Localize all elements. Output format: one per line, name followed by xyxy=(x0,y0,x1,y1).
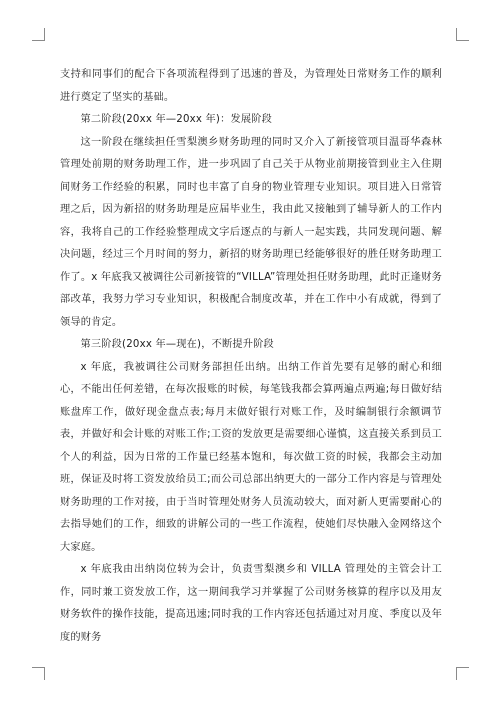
crop-mark-bottom-left xyxy=(32,667,45,680)
section-heading-stage-three: 第三阶段(20xx 年—现在)，不断提升阶段 xyxy=(80,339,274,350)
section-heading-stage-two: 第二阶段(20xx 年—20xx 年)：发展阶段 xyxy=(80,114,273,125)
crop-mark-bottom-right xyxy=(456,667,469,680)
paragraph-continuation: 支持和同事们的配合下各项流程得到了迅速的普及，为管理处日常财务工作的顺利进行奠定了坚实的基础。 xyxy=(60,69,442,103)
crop-mark-top-left xyxy=(32,28,45,41)
crop-mark-top-right xyxy=(456,28,469,41)
paragraph-accountant-work: x 年底我由出纳岗位转为会计，负责雪梨澳乡和 VILLA 管理处的主管会计工作，同时兼工资发放工作，这一期间我学习并掌握了公司财务核算的程序以及用友财务软件的操作技能，提高迅速;同时我的工作内容还包括通过对月度、季度以及年度的财务 xyxy=(60,564,442,643)
paragraph-stage-two: 这一阶段在继续担任雪梨澳乡财务助理的同时又介入了新接管项目温哥华森林管理处前期的财务助理工作，进一步巩固了自己关于从物业前期接管到业主入住期间财务工作经验的积累，同时也丰富了自身的物业管理专业知识。项目进入日常管理之后，因为新招的财务助理是应届毕业生，我由此又接触到了辅导新人的工作内容，我将自己的工作经验整理成文字后逐点的与新人一起实践，共同发现问题、解决问题，经过三个月时间的努力，新招的财务助理已经能够很好的胜任财务助理工作了。x 年底我又被调往公司新接管的“VILLA”管理处担任财务助理，此时正逢财务部改革，我努力学习专业知识，积极配合制度改革，并在工作中小有成就，得到了领导的肯定。 xyxy=(60,136,442,328)
document-body xyxy=(60,64,442,649)
paragraph-cashier-work: x 年底，我被调往公司财务部担任出纳。出纳工作首先要有足够的耐心和细心，不能出任何差错，在每次报账的时候，每笔钱我都会算两遍点两遍;每日做好结账盘库工作，做好现金盘点表;每月末做好银行对账工作，及时编制银行余额调节表，并做好和会计账的对账工作;工资的发放更是需要细心谨慎，这直接关系到员工个人的利益，因为日常的工作量已经基本饱和，每次做工资的时候，我都会主动加班，保证及时将工资发放给员工;而公司总部出纳更大的一部分工作内容是与管理处财务助理的工作对接，由于当时管理处财务人员流动较大，面对新人更需要耐心的去指导她们的工作，细致的讲解公司的一些工作流程，使她们尽快融入金网络这个大家庭。 xyxy=(60,361,442,553)
